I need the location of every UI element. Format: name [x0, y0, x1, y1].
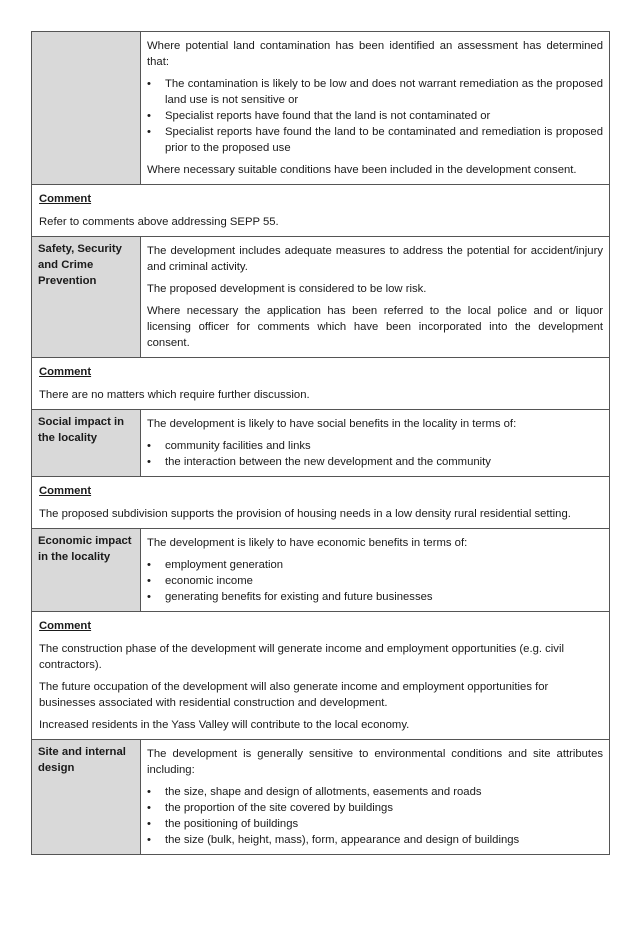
comment-text: The proposed subdivision supports the provision of housing needs in a low density rural residential setting.: [39, 508, 571, 520]
site-label: Site and internal design: [32, 740, 141, 855]
comment-cell: [32, 185, 610, 237]
economic-intro: The development is likely to have economic benefits in terms of:: [147, 537, 468, 549]
economic-row: [32, 529, 610, 612]
comment-heading: Comment: [39, 485, 92, 497]
social-row: [32, 410, 610, 477]
comment-row: [32, 185, 610, 237]
land-outro: Where necessary suitable conditions have been included in the development consent.: [147, 164, 577, 176]
comment-row: [32, 358, 610, 410]
list-item: • Specialist reports have found the land to be contaminated and remediation is proposed prior to the proposed use: [147, 124, 603, 156]
safety-row: [32, 237, 610, 358]
safety-para: The development includes adequate measures to address the potential for accident/injury and criminal activity.: [147, 245, 603, 273]
list-item: • community facilities and links: [147, 438, 603, 454]
economic-bullet-list: [147, 557, 603, 605]
land-contamination-row: [32, 32, 610, 185]
comment-text: The future occupation of the development will also generate income and employment opportunities for businesses associated with residential construction and development.: [39, 681, 549, 709]
comment-text: There are no matters which require further discussion.: [39, 389, 310, 401]
list-item: • employment generation: [147, 557, 603, 573]
list-item: • the size, shape and design of allotments, easements and roads: [147, 784, 603, 800]
list-item: • the positioning of buildings: [147, 816, 603, 832]
land-bullet-list: [147, 76, 603, 156]
list-item: • the size (bulk, height, mass), form, appearance and design of buildings: [147, 832, 603, 848]
comment-row: [32, 612, 610, 740]
site-row: [32, 740, 610, 855]
site-intro: The development is generally sensitive to environmental conditions and site attributes including:: [147, 748, 603, 776]
comment-heading: Comment: [39, 366, 92, 378]
safety-label: Safety, Security and Crime Prevention: [32, 237, 141, 358]
list-item: • the proportion of the site covered by buildings: [147, 800, 603, 816]
list-item: • economic income: [147, 573, 603, 589]
comment-text: Increased residents in the Yass Valley will contribute to the local economy.: [39, 719, 410, 731]
land-contamination-content: [141, 32, 610, 185]
land-contamination-label: [32, 32, 141, 185]
social-label: Social impact in the locality: [32, 410, 141, 477]
social-bullet-list: [147, 438, 603, 470]
safety-para: The proposed development is considered to be low risk.: [147, 283, 427, 295]
comment-row: [32, 477, 610, 529]
list-item: • generating benefits for existing and future businesses: [147, 589, 603, 605]
list-item: • Specialist reports have found that the land is not contaminated or: [147, 108, 603, 124]
comment-heading: Comment: [39, 193, 92, 205]
land-intro: Where potential land contamination has been identified an assessment has determined that:: [147, 40, 603, 68]
comment-heading: Comment: [39, 620, 92, 632]
list-item: • the interaction between the new development and the community: [147, 454, 603, 470]
assessment-table: [31, 31, 610, 855]
comment-text: Refer to comments above addressing SEPP 55.: [39, 216, 279, 228]
social-intro: The development is likely to have social benefits in the locality in terms of:: [147, 418, 517, 430]
safety-content: [141, 237, 610, 358]
social-content: [141, 410, 610, 477]
economic-content: [141, 529, 610, 612]
comment-cell: [32, 612, 610, 740]
comment-cell: [32, 477, 610, 529]
comment-text: The construction phase of the development will generate income and employment opportunities (e.g. civil contractors).: [39, 643, 564, 671]
list-item: • The contamination is likely to be low and does not warrant remediation as the proposed land use is not sensitive or: [147, 76, 603, 108]
site-content: [141, 740, 610, 855]
comment-cell: [32, 358, 610, 410]
safety-para: Where necessary the application has been referred to the local police and or liquor licensing officer for comments which have been incorporated into the development consent.: [147, 305, 603, 349]
site-bullet-list: [147, 784, 603, 848]
economic-label: Economic impact in the locality: [32, 529, 141, 612]
